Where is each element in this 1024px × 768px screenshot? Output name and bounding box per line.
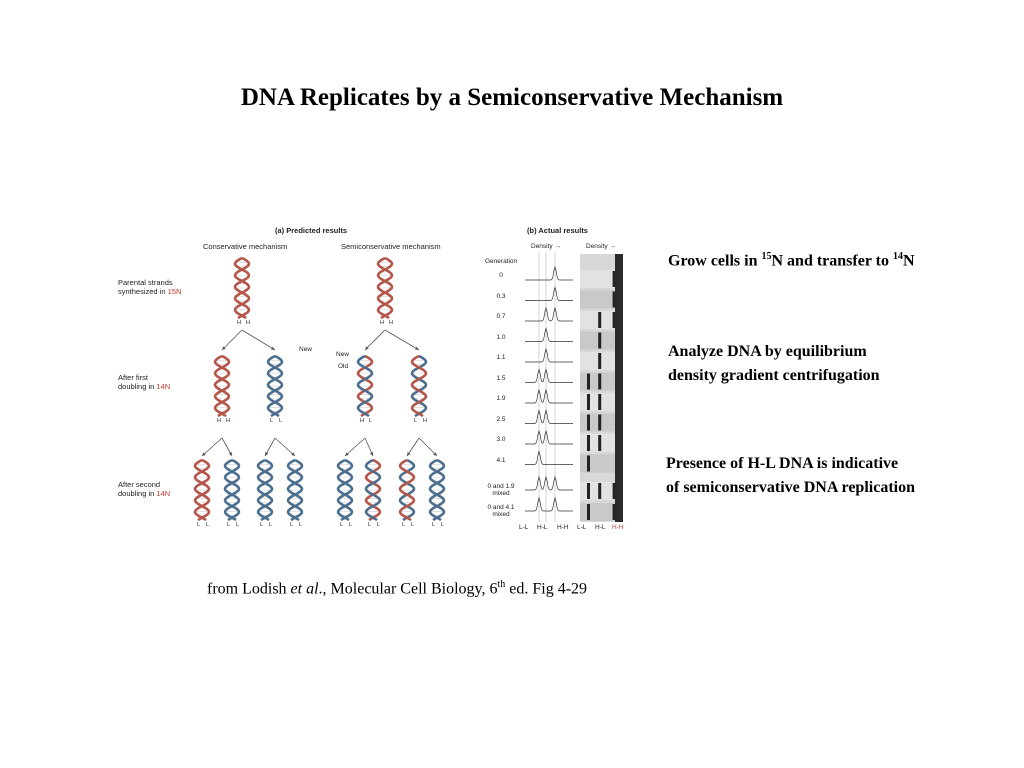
new-strand-label-semi: New [336, 351, 350, 358]
strand-label: L [260, 522, 264, 528]
strand-label: L [414, 418, 418, 424]
strand-label: H [423, 418, 427, 424]
strand-label: L [402, 522, 406, 528]
note-analyze-dna: Analyze DNA by equilibrium density gradient centrifugation [668, 343, 880, 384]
gel-band [598, 435, 601, 451]
panel-b-title: (b) Actual results [527, 226, 588, 235]
gel-band [598, 374, 601, 390]
strand-label: L [441, 522, 445, 528]
strand-label: L [340, 522, 344, 528]
band-label-hl-2: H-L [595, 524, 606, 531]
mixed-label-2: 0 and 4.1 mixed [487, 504, 515, 518]
gel-band [587, 504, 590, 520]
figure-graphics [115, 218, 625, 538]
generation-label: 0.3 [496, 292, 506, 300]
band-label-ll: L-L [519, 524, 529, 531]
citation: from Lodish et al., Molecular Cell Biology, 6th ed. Fig 4-29 [207, 579, 588, 598]
strand-label: L [197, 522, 201, 528]
new-strand-label: New [299, 346, 313, 353]
gel-band [598, 394, 601, 410]
band-label-ll-2: L-L [577, 524, 587, 531]
strand-label: L [270, 418, 274, 424]
density-label: Density → [531, 243, 561, 250]
generation-label: 2.5 [496, 415, 506, 423]
strand-label: L [368, 522, 372, 528]
gel-band [598, 353, 601, 369]
strand-label: H [360, 418, 364, 424]
semiconservative-label: Semiconservative mechanism [341, 242, 441, 251]
row-label-first-doubling: After first doubling in 14N [118, 373, 171, 391]
strand-label: L [227, 522, 231, 528]
strand-label: H [217, 418, 221, 424]
slide-title: DNA Replicates by a Semiconservative Mechanism [240, 84, 784, 111]
strand-label: H [226, 418, 230, 424]
generation-label: 0 [499, 272, 503, 279]
gel-band [587, 435, 590, 451]
strand-label: L [206, 522, 210, 528]
strand-label: L [269, 522, 273, 528]
generation-header: Generation [485, 258, 518, 265]
strand-label: L [369, 418, 373, 424]
strand-label: L [349, 522, 353, 528]
gel-band [598, 312, 601, 328]
gel-band [587, 394, 590, 410]
generation-label: 1.1 [496, 354, 506, 361]
generation-label: 1.0 [496, 333, 506, 341]
strand-label: H [246, 320, 250, 326]
gel-band [598, 333, 601, 349]
panel-a-title: (a) Predicted results [275, 226, 348, 235]
row-label-parental: Parental strands synthesized in 15N [118, 278, 182, 296]
row-label-second-doubling: After second doubling in 14N [118, 480, 171, 498]
strand-label: H [237, 320, 241, 326]
strand-label: L [236, 522, 240, 528]
strand-label: L [432, 522, 436, 528]
replication-figure [115, 218, 625, 538]
generation-label: 3.0 [496, 436, 506, 443]
strand-label: L [290, 522, 294, 528]
strand-label: L [279, 418, 283, 424]
generation-label: 0.7 [496, 313, 506, 320]
old-strand-label: Old [338, 363, 349, 370]
gel-band [598, 415, 601, 431]
gel-band [587, 374, 590, 390]
strand-label: L [411, 522, 415, 528]
band-label-hh-2: H-H [612, 524, 624, 531]
strand-label: L [299, 522, 303, 528]
mixed-label-1: 0 and 1.9 mixed [487, 483, 515, 497]
conservative-label: Conservative mechanism [203, 242, 288, 251]
generation-label: 1.5 [496, 374, 506, 382]
strand-label: L [377, 522, 381, 528]
generation-label: 4.1 [496, 456, 506, 464]
gel-band [587, 456, 590, 472]
strand-label: H [389, 320, 393, 326]
density-label-2: Density → [586, 243, 616, 250]
note-presence-hl: Presence of H-L DNA is indicative of semiconservative DNA replication [666, 455, 915, 496]
gel-band [587, 483, 590, 499]
generation-label: 1.9 [496, 395, 506, 402]
note-grow-cells: Grow cells in $^{15}$N and transfer to $^{14}$N [668, 251, 915, 270]
band-label-hl: H-L [537, 524, 548, 531]
gel-band [598, 483, 601, 499]
band-label-hh: H-H [557, 524, 569, 531]
strand-label: H [380, 320, 384, 326]
gel-band [587, 415, 590, 431]
